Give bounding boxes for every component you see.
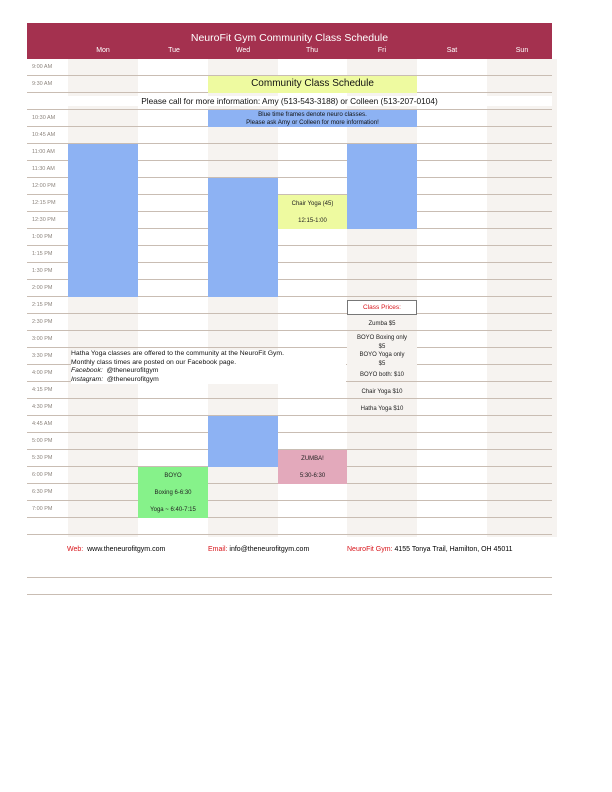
time-label: 5:00 PM [32, 438, 53, 444]
time-label: 6:30 PM [32, 489, 53, 495]
time-row [27, 297, 552, 314]
time-row [27, 331, 552, 348]
price-hatha-yoga: Hatha Yoga $10 [360, 406, 404, 412]
address-label: NeuroFit Gym: [347, 546, 393, 553]
email-label: Email: [208, 546, 228, 553]
footer-email [208, 546, 309, 553]
time-row [27, 501, 552, 518]
zumba-label: ZUMBA! [301, 456, 324, 462]
neuro-note-line1: Blue time frames denote neuro classes. [258, 111, 367, 118]
time-label: 4:00 PM [32, 370, 53, 376]
hatha-info [71, 350, 346, 384]
time-label: 12:15 PM [32, 200, 56, 206]
time-label: 1:30 PM [32, 268, 53, 274]
hatha-info-line2: Monthly class times are posted on our Facebook page. [71, 358, 237, 366]
facebook-handle[interactable]: @theneurofitgym [106, 367, 159, 375]
web-label: Web: [67, 546, 84, 553]
zumba-time: 5:30-6:30 [299, 473, 326, 479]
day-tue: Tue [168, 47, 180, 54]
contact-line: Please call for more information: Amy (513-543-3188) or Colleen (513-207-0104) [27, 96, 552, 106]
price-chair-yoga: Chair Yoga $10 [361, 389, 403, 395]
facebook-line [71, 367, 346, 376]
class-prices-heading: Class Prices: [363, 304, 401, 311]
time-label: 9:30 AM [32, 81, 53, 87]
chair-yoga-label: Chair Yoga (45) [291, 201, 334, 207]
price-boyo-yoga-line2: $5 [378, 361, 386, 367]
row-divider [27, 577, 552, 578]
time-row [27, 399, 552, 416]
price-boyo-boxing-line2: $5 [378, 344, 386, 350]
banner-title: Community Class Schedule [251, 78, 374, 89]
time-label: 12:30 PM [32, 217, 56, 223]
instagram-handle[interactable]: @theneurofitgym [106, 375, 159, 383]
day-sat: Sat [446, 47, 458, 54]
time-label: 10:45 AM [32, 132, 56, 138]
schedule-header [27, 23, 552, 59]
day-wed: Wed [235, 47, 251, 54]
time-label: 3:00 PM [32, 336, 53, 342]
time-row [27, 484, 552, 501]
time-label: 7:00 PM [32, 506, 53, 512]
time-row [27, 314, 552, 331]
address-value: 4155 Tonya Trail, Hamilton, OH 45011 [394, 546, 513, 553]
time-label: 6:00 PM [32, 472, 53, 478]
time-label: 11:00 AM [32, 149, 55, 155]
boyo-yoga: Yoga ~ 6:40-7:15 [150, 507, 196, 513]
instagram-line [71, 376, 346, 385]
row-divider [27, 594, 552, 595]
chair-yoga-time: 12:15-1:00 [298, 218, 327, 224]
hatha-info-line1: Hatha Yoga classes are offered to the community at the NeuroFit Gym. [71, 350, 284, 357]
price-boyo-yoga-line1: BOYO Yoga only [359, 352, 405, 358]
time-label: 11:30 AM [32, 166, 55, 172]
instagram-label: Instagram: [71, 375, 104, 383]
time-row [27, 416, 552, 433]
time-label: 1:00 PM [32, 234, 53, 240]
time-label: 4:45 AM [32, 421, 53, 427]
time-label: 4:30 PM [32, 404, 53, 410]
time-label: 2:15 PM [32, 302, 53, 308]
time-label: 2:00 PM [32, 285, 53, 291]
neuro-note-line2: Please ask Amy or Colleen for more information! [246, 118, 379, 126]
price-zumba: Zumba $5 [368, 321, 396, 327]
time-row [27, 382, 552, 399]
time-label: 10:30 AM [32, 115, 56, 121]
time-label: 2:30 PM [32, 319, 53, 325]
time-label: 5:30 PM [32, 455, 53, 461]
time-row [27, 59, 552, 76]
time-row [27, 433, 552, 450]
email-link[interactable]: info@theneurofitgym.com [229, 546, 310, 553]
price-boyo-both: BOYO both: $10 [359, 372, 405, 378]
facebook-label: Facebook: [71, 367, 103, 375]
price-boyo-yoga [347, 351, 417, 369]
price-boyo-boxing-line1: BOYO Boxing only [356, 335, 408, 341]
time-label: 1:15 PM [32, 251, 53, 257]
neuro-block-wed-midday [208, 178, 278, 297]
footer-address [347, 546, 513, 553]
day-thu: Thu [305, 47, 319, 54]
schedule-sheet [27, 23, 552, 553]
time-label: 3:30 PM [32, 353, 53, 359]
time-label: 12:00 PM [32, 183, 56, 189]
schedule-title: NeuroFit Gym Community Class Schedule [190, 32, 389, 44]
boyo-boxing: Boxing 6-6:30 [154, 490, 192, 496]
footer [27, 543, 552, 561]
time-row [27, 518, 552, 535]
neuro-block-wed-evening [208, 416, 278, 467]
price-boyo-boxing [347, 334, 417, 352]
neuro-block-fri [347, 144, 417, 229]
neuro-note [208, 111, 417, 126]
day-fri: Fri [377, 47, 387, 54]
web-link[interactable]: www.theneurofitgym.com [87, 546, 166, 553]
time-label: 4:15 PM [32, 387, 53, 393]
day-sun: Sun [515, 47, 529, 54]
time-row [27, 127, 552, 144]
boyo-label: BOYO [164, 473, 182, 479]
day-mon: Mon [96, 47, 110, 54]
footer-web [67, 546, 165, 553]
time-label: 9:00 AM [32, 64, 53, 70]
neuro-block-mon [68, 144, 138, 297]
